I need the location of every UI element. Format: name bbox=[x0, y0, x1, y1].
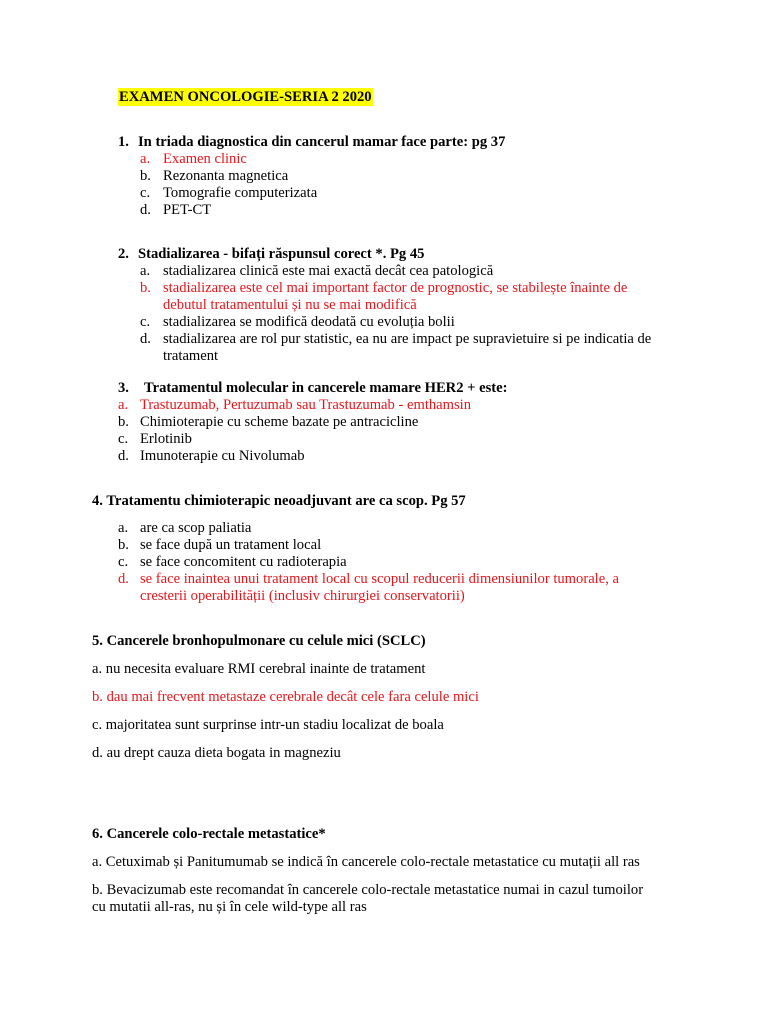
option-c: c. stadializarea se modifică deodată cu evoluția bolii bbox=[140, 314, 455, 330]
question-4 bbox=[92, 493, 672, 605]
question-number: 2. bbox=[118, 246, 129, 262]
option-a: a. stadializarea clinică este mai exactă decât cea patologică bbox=[140, 263, 494, 279]
option-c: c. se face concomitent cu radioterapia bbox=[118, 554, 347, 570]
question-number: 1. bbox=[118, 134, 129, 150]
question-6-heading: 6. Cancerele colo-rectale metastatice* bbox=[92, 826, 326, 842]
question-2 bbox=[118, 246, 678, 365]
option-c: c. Tomografie computerizata bbox=[140, 185, 318, 201]
question-3 bbox=[118, 380, 678, 465]
question-5-heading: 5. Cancerele bronhopulmonare cu celule mici (SCLC) bbox=[92, 633, 426, 649]
option-a: a. are ca scop paliatia bbox=[118, 520, 252, 536]
option-c: c. Erlotinib bbox=[118, 431, 192, 447]
question-3-heading bbox=[118, 380, 678, 397]
question-5 bbox=[92, 633, 692, 762]
option-d: d. au drept cauza dieta bogata in magneziu bbox=[92, 745, 341, 761]
option-d: d. se face inaintea unui tratament local cu scopul reducerii dimensiunilor tumorale, a cresterii operabilității (inclusiv chirurgiei conservatorii) bbox=[118, 571, 619, 604]
question-6 bbox=[92, 826, 692, 916]
option-a: a. Trastuzumab, Pertuzumab sau Trastuzumab - emthamsin bbox=[118, 397, 472, 413]
question-text: In triada diagnostica din cancerul mamar face parte: pg 37 bbox=[138, 134, 506, 150]
option-b: b. Bevacizumab este recomandat în cancerele colo-rectale metastatice numai in cazul tumoilor cu mutatii all-ras, nu și în cele wild-type all ras bbox=[92, 882, 644, 915]
question-1-heading bbox=[118, 134, 678, 151]
option-a: a. Examen clinic bbox=[140, 151, 247, 167]
option-b: b. se face după un tratament local bbox=[118, 537, 322, 553]
question-4-heading: 4. Tratamentu chimioterapic neoadjuvant are ca scop. Pg 57 bbox=[92, 493, 466, 509]
option-d: d. Imunoterapie cu Nivolumab bbox=[118, 448, 305, 464]
option-b: b. stadializarea este cel mai important factor de prognostic, se stabilește înainte de debutul tratamentului și nu se mai modifică bbox=[140, 280, 628, 313]
document-title: EXAMEN ONCOLOGIE-SERIA 2 2020 bbox=[119, 89, 372, 105]
option-c: c. majoritatea sunt surprinse intr-un stadiu localizat de boala bbox=[92, 717, 444, 733]
option-b: b. Chimioterapie cu scheme bazate pe antracicline bbox=[118, 414, 419, 430]
option-a: a. Cetuximab și Panitumumab se indică în cancerele colo-rectale metastatice cu mutații all ras bbox=[92, 854, 640, 870]
question-1 bbox=[118, 134, 678, 219]
question-text: Tratamentul molecular in cancerele mamare HER2 + este: bbox=[144, 380, 508, 396]
question-text: Stadializarea - bifați răspunsul corect *. Pg 45 bbox=[138, 246, 425, 262]
question-number: 3. bbox=[118, 380, 129, 396]
option-b: b. Rezonanta magnetica bbox=[140, 168, 289, 184]
option-d: d. PET-CT bbox=[140, 202, 212, 218]
option-d: d. stadializarea are rol pur statistic, ea nu are impact pe supravietuire si pe indicatia de tratament bbox=[140, 331, 652, 364]
option-b: b. dau mai frecvent metastaze cerebrale decât cele fara celule mici bbox=[92, 689, 479, 705]
question-2-heading bbox=[118, 246, 678, 263]
option-a: a. nu necesita evaluare RMI cerebral inainte de tratament bbox=[92, 661, 426, 677]
